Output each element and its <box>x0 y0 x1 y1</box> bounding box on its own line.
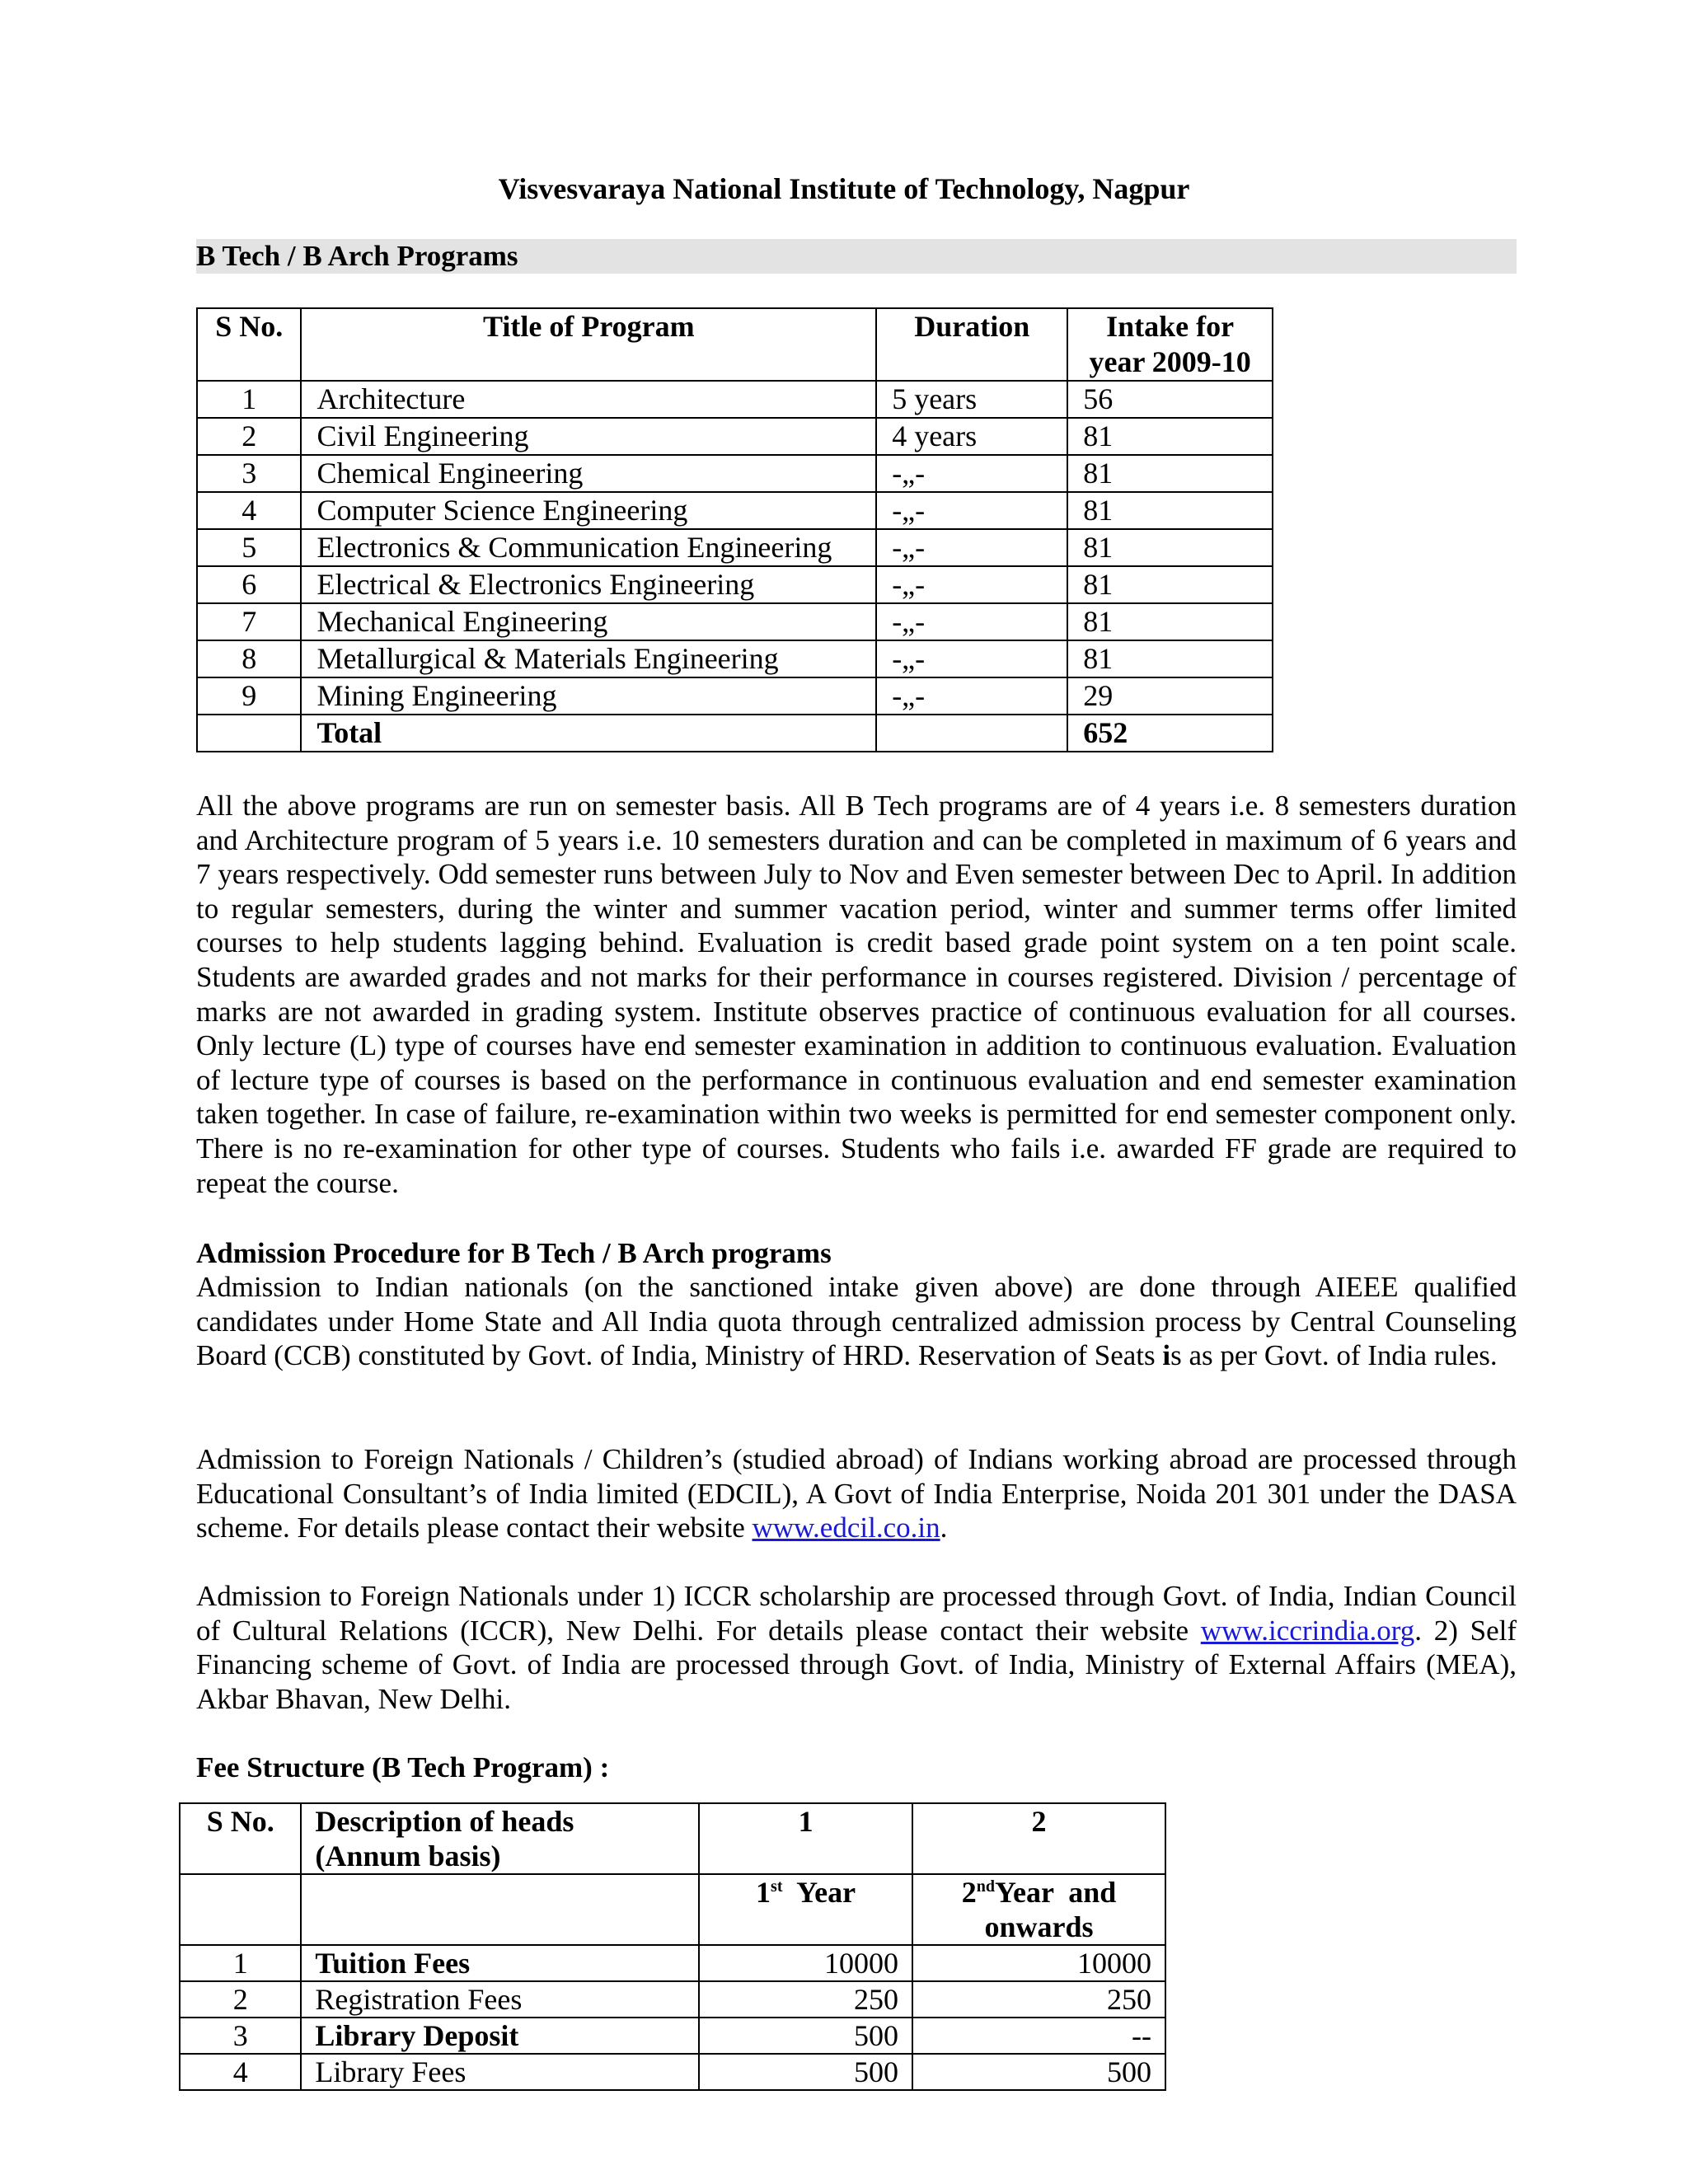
cell-intake: 56 <box>1067 381 1273 418</box>
section-heading: B Tech / B Arch Programs <box>196 239 1517 274</box>
header-duration: Duration <box>876 308 1067 381</box>
cell-sno: 2 <box>197 418 301 455</box>
cell-title: Chemical Engineering <box>301 455 876 492</box>
admission-paragraph-1-end: s as per Govt. of India rules. <box>1170 1339 1498 1372</box>
cell-sno-empty <box>197 715 301 752</box>
year2-text: Year and <box>994 1876 1117 1909</box>
year1-num: 1 <box>756 1876 771 1909</box>
iccr-link[interactable]: www.iccrindia.org <box>1200 1614 1415 1647</box>
cell-sno: 1 <box>197 381 301 418</box>
header-sno: S No. <box>197 308 301 381</box>
table-header-row <box>197 308 1273 381</box>
fee-row <box>180 2054 1165 2090</box>
year2-line2: onwards <box>984 1910 1094 1943</box>
cell-intake: 81 <box>1067 603 1273 640</box>
cell-title: Electrical & Electronics Engineering <box>301 566 876 603</box>
fee-cell-year2: 500 <box>912 2054 1165 2090</box>
cell-title: Civil Engineering <box>301 418 876 455</box>
cell-intake: 81 <box>1067 640 1273 677</box>
fee-cell-sno: 1 <box>180 1945 301 1981</box>
fee-cell-year1: 500 <box>699 2018 912 2054</box>
fee-year-sno-empty <box>180 1874 301 1945</box>
cell-sno: 6 <box>197 566 301 603</box>
year2-sup: nd <box>976 1877 995 1896</box>
table-row <box>197 566 1273 603</box>
fee-header-col2: 2 <box>912 1803 1165 1874</box>
total-label: Total <box>301 715 876 752</box>
table-row <box>197 381 1273 418</box>
cell-intake: 81 <box>1067 492 1273 529</box>
cell-title: Electronics & Communication Engineering <box>301 529 876 566</box>
total-value: 652 <box>1067 715 1273 752</box>
fee-table <box>179 1802 1166 2091</box>
fee-header-desc-line1: Description of heads <box>315 1805 574 1838</box>
cell-sno: 3 <box>197 455 301 492</box>
fee-cell-desc: Library Fees <box>301 2054 699 2090</box>
cell-duration: -„- <box>876 492 1067 529</box>
fee-heading: Fee Structure (B Tech Program) : <box>196 1751 610 1783</box>
header-title: Title of Program <box>301 308 876 381</box>
year2-num: 2 <box>961 1876 977 1909</box>
cell-sno: 9 <box>197 677 301 715</box>
cell-duration: -„- <box>876 603 1067 640</box>
cell-intake: 81 <box>1067 418 1273 455</box>
admission-paragraph-3-text: Admission to Foreign Nationals under 1) ICCR scholarship are processed through Govt. of India, Indian Council of Cultural Relations (ICCR), New Delhi. For details please contact their website <box>196 1580 1517 1647</box>
header-intake <box>1067 308 1273 381</box>
fee-row <box>180 1945 1165 1981</box>
table-row <box>197 418 1273 455</box>
admission-heading: Admission Procedure for B Tech / B Arch programs <box>196 1237 832 1269</box>
cell-duration-empty <box>876 715 1067 752</box>
fee-cell-sno: 2 <box>180 1981 301 2018</box>
fee-cell-year2: 250 <box>912 1981 1165 2018</box>
fee-header-sno: S No. <box>180 1803 301 1874</box>
fee-header-desc <box>301 1803 699 1874</box>
cell-sno: 7 <box>197 603 301 640</box>
admission-paragraph-3-end: . 2) Self Financing scheme of Govt. of India are processed through Govt. of India, Ministry of External Affairs (MEA), Akbar Bhavan, New Delhi. <box>196 1614 1517 1715</box>
fee-cell-year1: 10000 <box>699 1945 912 1981</box>
admission-paragraph-1-bold: i <box>1162 1339 1171 1372</box>
cell-duration: -„- <box>876 640 1067 677</box>
admission-paragraph-2-end: . <box>940 1511 948 1544</box>
cell-intake: 81 <box>1067 566 1273 603</box>
cell-sno: 5 <box>197 529 301 566</box>
admission-paragraph-2-text: Admission to Foreign Nationals / Children’s (studied abroad) of Indians working abroad are processed through Educational Consultant’s of India limited (EDCIL), A Govt of India Enterprise, Noida 201 301 under the DASA scheme. For details please contact their website <box>196 1443 1517 1544</box>
admission-paragraph-1 <box>196 1270 1517 1373</box>
fee-cell-year2: -- <box>912 2018 1165 2054</box>
cell-duration: -„- <box>876 529 1067 566</box>
cell-title: Metallurgical & Materials Engineering <box>301 640 876 677</box>
cell-intake: 81 <box>1067 529 1273 566</box>
fee-cell-year1: 250 <box>699 1981 912 2018</box>
fee-cell-sno: 4 <box>180 2054 301 2090</box>
cell-title: Computer Science Engineering <box>301 492 876 529</box>
fee-year-desc-empty <box>301 1874 699 1945</box>
cell-sno: 4 <box>197 492 301 529</box>
cell-duration: -„- <box>876 566 1067 603</box>
header-intake-line2: year 2009-10 <box>1089 345 1251 378</box>
cell-duration: 5 years <box>876 381 1067 418</box>
table-row <box>197 492 1273 529</box>
cell-title: Architecture <box>301 381 876 418</box>
table-row <box>197 677 1273 715</box>
fee-cell-desc: Registration Fees <box>301 1981 699 2018</box>
fee-header-desc-line2: (Annum basis) <box>315 1840 501 1872</box>
programs-table <box>196 307 1273 752</box>
table-row <box>197 455 1273 492</box>
header-intake-line1: Intake for <box>1106 310 1235 343</box>
fee-cell-desc: Library Deposit <box>301 2018 699 2054</box>
year1-text: Year <box>782 1876 856 1909</box>
fee-header-col1: 1 <box>699 1803 912 1874</box>
fee-header-year2 <box>912 1874 1165 1945</box>
admission-paragraph-3 <box>196 1579 1517 1716</box>
cell-duration: 4 years <box>876 418 1067 455</box>
table-row <box>197 529 1273 566</box>
table-total-row <box>197 715 1273 752</box>
table-row <box>197 640 1273 677</box>
year1-sup: st <box>771 1877 783 1896</box>
edcil-link[interactable]: www.edcil.co.in <box>752 1511 940 1544</box>
fee-row <box>180 2018 1165 2054</box>
admission-paragraph-1-text: Admission to Indian nationals (on the sanctioned intake given above) are done through AIEEE qualified candidates under Home State and All India quota through centralized admission process by Central Counseling Board (CCB) constituted by Govt. of India, Ministry of HRD. Reservation of Seats <box>196 1271 1517 1372</box>
table-row <box>197 603 1273 640</box>
cell-title: Mining Engineering <box>301 677 876 715</box>
fee-cell-year1: 500 <box>699 2054 912 2090</box>
cell-title: Mechanical Engineering <box>301 603 876 640</box>
fee-cell-year2: 10000 <box>912 1945 1165 1981</box>
cell-duration: -„- <box>876 677 1067 715</box>
fee-cell-sno: 3 <box>180 2018 301 2054</box>
fee-header-year1 <box>699 1874 912 1945</box>
fee-year-row <box>180 1874 1165 1945</box>
fee-row <box>180 1981 1165 2018</box>
fee-header-row <box>180 1803 1165 1874</box>
cell-intake: 81 <box>1067 455 1273 492</box>
fee-cell-desc: Tuition Fees <box>301 1945 699 1981</box>
cell-intake: 29 <box>1067 677 1273 715</box>
cell-sno: 8 <box>197 640 301 677</box>
admission-paragraph-2 <box>196 1442 1517 1545</box>
semester-paragraph: All the above programs are run on semester basis. All B Tech programs are of 4 years i.e. 8 semesters duration and Architecture program of 5 years i.e. 10 semesters duration and can be completed in maximum of 6 years and 7 years respectively. Odd semester runs between July to Nov and Even semester between Dec to April. In addition to regular semesters, during the winter and summer vacation period, winter and summer terms offer limited courses to help students lagging behind. Evaluation is credit based grade point system on a ten point scale. Students are awarded grades and not marks for their performance in courses registered. Division / percentage of marks are not awarded in grading system. Institute observes practice of continuous evaluation for all courses. Only lecture (L) type of courses have end semester examination in addition to continuous evaluation. Evaluation of lecture type of courses is based on the performance in continuous evaluation and end semester examination taken together. In case of failure, re-examination within two weeks is permitted for end semester component only. There is no re-examination for other type of courses. Students who fails i.e. awarded FF grade are required to repeat the course. <box>196 790 1517 1199</box>
cell-duration: -„- <box>876 455 1067 492</box>
page-title: Visvesvaraya National Institute of Technology, Nagpur <box>498 172 1190 205</box>
